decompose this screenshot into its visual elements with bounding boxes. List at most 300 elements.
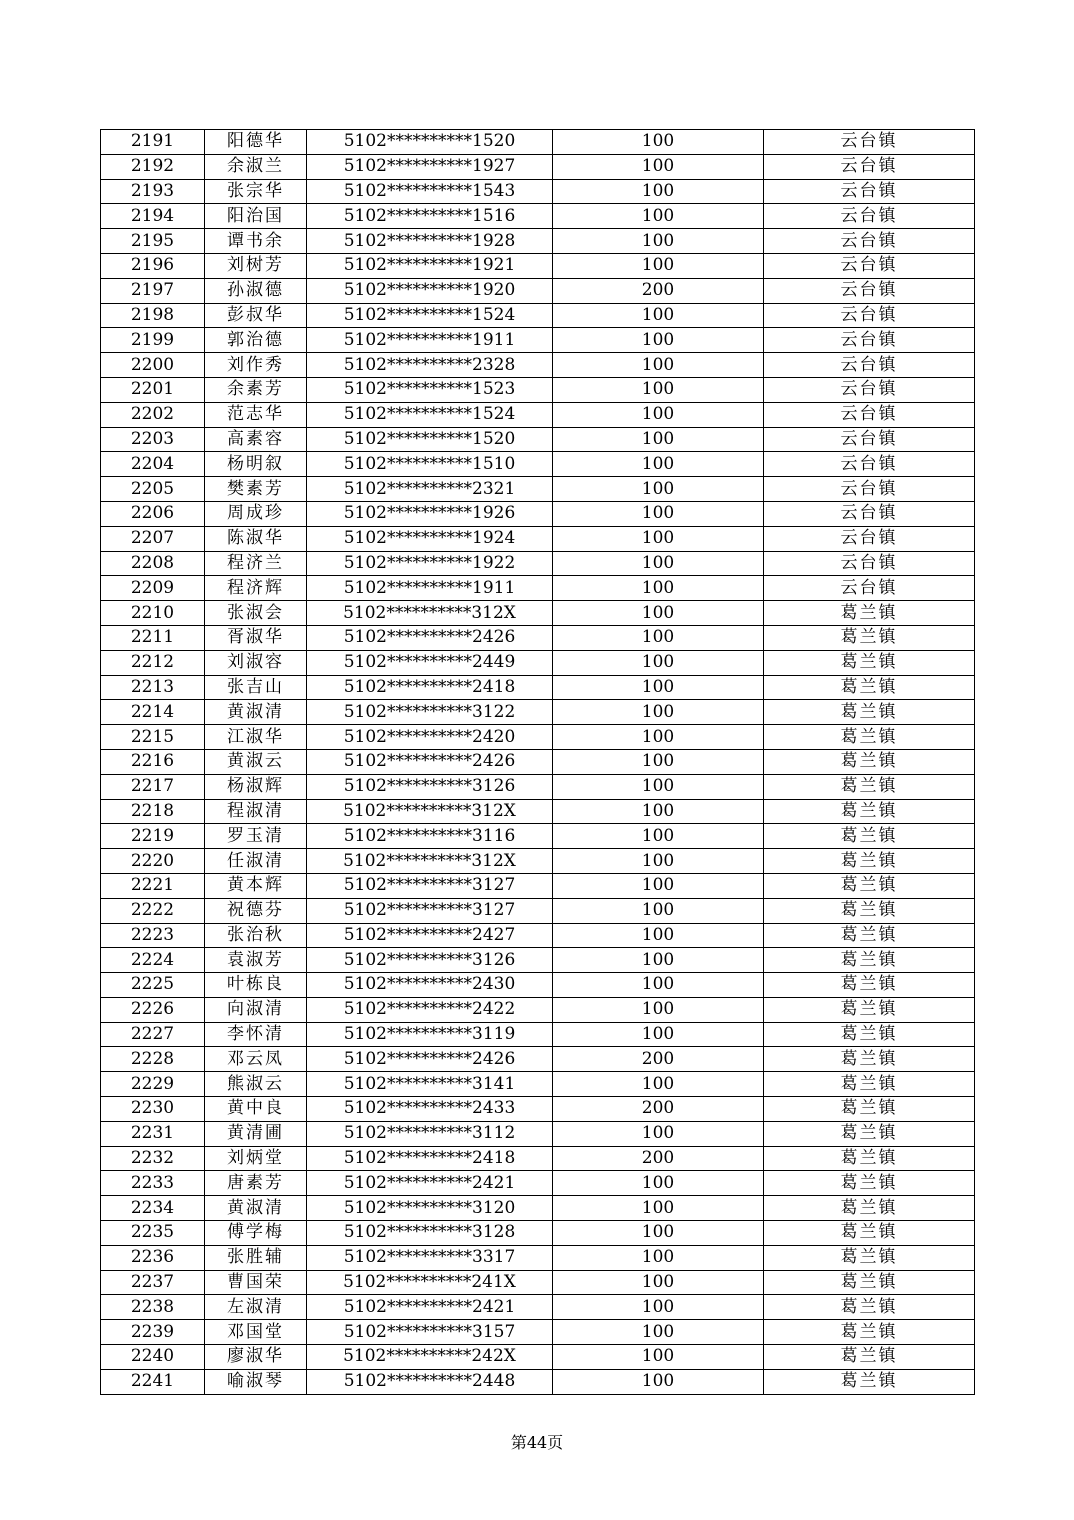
table-row [101,402,975,427]
name-cell: 余素芳 [205,377,307,402]
seq-cell: 2193 [101,179,205,204]
amount-cell: 100 [553,948,764,973]
town-cell: 葛兰镇 [764,1221,975,1246]
id-number-cell: 5102**********3116 [307,824,553,849]
seq-cell: 2215 [101,725,205,750]
seq-cell: 2209 [101,576,205,601]
id-number-cell: 5102**********1922 [307,551,553,576]
seq-cell: 2232 [101,1146,205,1171]
amount-cell: 100 [553,303,764,328]
town-cell: 葛兰镇 [764,1369,975,1394]
seq-cell: 2212 [101,650,205,675]
id-number-cell: 5102**********1924 [307,526,553,551]
name-cell: 胥淑华 [205,625,307,650]
seq-cell: 2196 [101,253,205,278]
name-cell: 孙淑德 [205,278,307,303]
seq-cell: 2217 [101,774,205,799]
name-cell: 阳德华 [205,130,307,155]
seq-cell: 2220 [101,849,205,874]
town-cell: 葛兰镇 [764,625,975,650]
id-number-cell: 5102**********2418 [307,1146,553,1171]
id-number-cell: 5102**********3112 [307,1121,553,1146]
name-cell: 向淑清 [205,997,307,1022]
table-row [101,551,975,576]
town-cell: 葛兰镇 [764,948,975,973]
id-number-cell: 5102**********2321 [307,477,553,502]
table-row [101,973,975,998]
seq-cell: 2240 [101,1345,205,1370]
name-cell: 周成珍 [205,501,307,526]
seq-cell: 2241 [101,1369,205,1394]
seq-cell: 2208 [101,551,205,576]
id-number-cell: 5102**********2448 [307,1369,553,1394]
town-cell: 葛兰镇 [764,1196,975,1221]
amount-cell: 100 [553,923,764,948]
table-row [101,625,975,650]
seq-cell: 2202 [101,402,205,427]
seq-cell: 2213 [101,675,205,700]
name-cell: 张吉山 [205,675,307,700]
seq-cell: 2216 [101,749,205,774]
name-cell: 刘作秀 [205,353,307,378]
amount-cell: 100 [553,799,764,824]
table-row [101,898,975,923]
table-row [101,1022,975,1047]
id-number-cell: 5102**********1927 [307,154,553,179]
table-row [101,824,975,849]
table-row [101,774,975,799]
seq-cell: 2221 [101,873,205,898]
seq-cell: 2222 [101,898,205,923]
id-number-cell: 5102**********3157 [307,1320,553,1345]
name-cell: 刘淑容 [205,650,307,675]
name-cell: 左淑清 [205,1295,307,1320]
table-row [101,1097,975,1122]
table-row [101,1121,975,1146]
amount-cell: 100 [553,873,764,898]
amount-cell: 100 [553,1345,764,1370]
amount-cell: 100 [553,1072,764,1097]
table-row [101,1345,975,1370]
id-number-cell: 5102**********2433 [307,1097,553,1122]
town-cell: 葛兰镇 [764,1171,975,1196]
town-cell: 云台镇 [764,179,975,204]
id-number-cell: 5102**********3317 [307,1245,553,1270]
town-cell: 葛兰镇 [764,1245,975,1270]
town-cell: 葛兰镇 [764,997,975,1022]
id-number-cell: 5102**********2421 [307,1295,553,1320]
id-number-cell: 5102**********312X [307,799,553,824]
table-row [101,849,975,874]
town-cell: 云台镇 [764,154,975,179]
town-cell: 云台镇 [764,452,975,477]
name-cell: 樊素芳 [205,477,307,502]
table-row [101,725,975,750]
table-row [101,601,975,626]
id-number-cell: 5102**********2420 [307,725,553,750]
seq-cell: 2210 [101,601,205,626]
table-row [101,948,975,973]
seq-cell: 2233 [101,1171,205,1196]
amount-cell: 100 [553,526,764,551]
town-cell: 葛兰镇 [764,1047,975,1072]
amount-cell: 100 [553,377,764,402]
seq-cell: 2219 [101,824,205,849]
name-cell: 廖淑华 [205,1345,307,1370]
town-cell: 葛兰镇 [764,1270,975,1295]
seq-cell: 2234 [101,1196,205,1221]
name-cell: 黄淑云 [205,749,307,774]
id-number-cell: 5102**********3128 [307,1221,553,1246]
amount-cell: 100 [553,477,764,502]
name-cell: 喻淑琴 [205,1369,307,1394]
name-cell: 邓国堂 [205,1320,307,1345]
name-cell: 黄淑清 [205,700,307,725]
seq-cell: 2207 [101,526,205,551]
town-cell: 云台镇 [764,551,975,576]
id-number-cell: 5102**********2427 [307,923,553,948]
name-cell: 黄淑清 [205,1196,307,1221]
table-row [101,1245,975,1270]
id-number-cell: 5102**********3122 [307,700,553,725]
name-cell: 李怀清 [205,1022,307,1047]
town-cell: 葛兰镇 [764,849,975,874]
seq-cell: 2236 [101,1245,205,1270]
town-cell: 葛兰镇 [764,824,975,849]
town-cell: 葛兰镇 [764,1345,975,1370]
id-number-cell: 5102**********1911 [307,328,553,353]
town-cell: 葛兰镇 [764,1022,975,1047]
name-cell: 杨明叙 [205,452,307,477]
amount-cell: 100 [553,625,764,650]
town-cell: 葛兰镇 [764,700,975,725]
name-cell: 傅学梅 [205,1221,307,1246]
amount-cell: 100 [553,551,764,576]
name-cell: 张淑会 [205,601,307,626]
id-number-cell: 5102**********3127 [307,898,553,923]
name-cell: 刘炳堂 [205,1146,307,1171]
table-row [101,675,975,700]
amount-cell: 100 [553,154,764,179]
id-number-cell: 5102**********1928 [307,229,553,254]
table-row [101,1295,975,1320]
name-cell: 张治秋 [205,923,307,948]
seq-cell: 2237 [101,1270,205,1295]
amount-cell: 100 [553,650,764,675]
name-cell: 高素容 [205,427,307,452]
name-cell: 熊淑云 [205,1072,307,1097]
amount-cell: 100 [553,849,764,874]
name-cell: 刘树芳 [205,253,307,278]
town-cell: 云台镇 [764,303,975,328]
seq-cell: 2225 [101,973,205,998]
name-cell: 张胜辅 [205,1245,307,1270]
seq-cell: 2203 [101,427,205,452]
town-cell: 云台镇 [764,526,975,551]
table-row [101,427,975,452]
name-cell: 张宗华 [205,179,307,204]
amount-cell: 200 [553,278,764,303]
id-number-cell: 5102**********2422 [307,997,553,1022]
town-cell: 云台镇 [764,402,975,427]
name-cell: 任淑清 [205,849,307,874]
amount-cell: 100 [553,824,764,849]
amount-cell: 100 [553,427,764,452]
table-row [101,253,975,278]
id-number-cell: 5102**********2449 [307,650,553,675]
id-number-cell: 5102**********1520 [307,130,553,155]
amount-cell: 100 [553,997,764,1022]
town-cell: 云台镇 [764,130,975,155]
table-row [101,873,975,898]
table-row [101,650,975,675]
town-cell: 云台镇 [764,204,975,229]
table-row [101,204,975,229]
id-number-cell: 5102**********1510 [307,452,553,477]
town-cell: 葛兰镇 [764,799,975,824]
seq-cell: 2191 [101,130,205,155]
table-row [101,328,975,353]
town-cell: 葛兰镇 [764,873,975,898]
name-cell: 彭叔华 [205,303,307,328]
town-cell: 云台镇 [764,353,975,378]
seq-cell: 2235 [101,1221,205,1246]
amount-cell: 100 [553,253,764,278]
id-number-cell: 5102**********2426 [307,749,553,774]
name-cell: 叶栋良 [205,973,307,998]
id-number-cell: 5102**********2426 [307,625,553,650]
seq-cell: 2239 [101,1320,205,1345]
town-cell: 葛兰镇 [764,1121,975,1146]
amount-cell: 100 [553,1022,764,1047]
amount-cell: 100 [553,501,764,526]
name-cell: 程济兰 [205,551,307,576]
seq-cell: 2227 [101,1022,205,1047]
amount-cell: 100 [553,353,764,378]
table-row [101,576,975,601]
roster-table-body [101,130,975,1395]
table-row [101,154,975,179]
id-number-cell: 5102**********1920 [307,278,553,303]
town-cell: 葛兰镇 [764,898,975,923]
name-cell: 阳治国 [205,204,307,229]
amount-cell: 200 [553,1097,764,1122]
amount-cell: 100 [553,1270,764,1295]
town-cell: 葛兰镇 [764,1072,975,1097]
table-row [101,526,975,551]
table-row [101,130,975,155]
id-number-cell: 5102**********1543 [307,179,553,204]
table-row [101,1270,975,1295]
name-cell: 邓云凤 [205,1047,307,1072]
table-row [101,303,975,328]
town-cell: 云台镇 [764,377,975,402]
amount-cell: 100 [553,328,764,353]
seq-cell: 2204 [101,452,205,477]
seq-cell: 2214 [101,700,205,725]
name-cell: 范志华 [205,402,307,427]
amount-cell: 100 [553,700,764,725]
amount-cell: 100 [553,576,764,601]
amount-cell: 200 [553,1146,764,1171]
id-number-cell: 5102**********3141 [307,1072,553,1097]
town-cell: 云台镇 [764,501,975,526]
name-cell: 江淑华 [205,725,307,750]
table-row [101,501,975,526]
town-cell: 葛兰镇 [764,675,975,700]
id-number-cell: 5102**********1523 [307,377,553,402]
id-number-cell: 5102**********1524 [307,303,553,328]
id-number-cell: 5102**********1921 [307,253,553,278]
amount-cell: 100 [553,179,764,204]
table-row [101,477,975,502]
id-number-cell: 5102**********2418 [307,675,553,700]
name-cell: 袁淑芳 [205,948,307,973]
seq-cell: 2206 [101,501,205,526]
amount-cell: 100 [553,675,764,700]
amount-cell: 100 [553,1196,764,1221]
seq-cell: 2199 [101,328,205,353]
town-cell: 葛兰镇 [764,725,975,750]
seq-cell: 2194 [101,204,205,229]
seq-cell: 2195 [101,229,205,254]
amount-cell: 100 [553,1221,764,1246]
seq-cell: 2211 [101,625,205,650]
name-cell: 陈淑华 [205,526,307,551]
id-number-cell: 5102**********1516 [307,204,553,229]
table-row [101,377,975,402]
id-number-cell: 5102**********241X [307,1270,553,1295]
seq-cell: 2201 [101,377,205,402]
id-number-cell: 5102**********2430 [307,973,553,998]
name-cell: 郭治德 [205,328,307,353]
town-cell: 云台镇 [764,427,975,452]
amount-cell: 100 [553,725,764,750]
table-row [101,923,975,948]
table-row [101,799,975,824]
seq-cell: 2205 [101,477,205,502]
name-cell: 程淑清 [205,799,307,824]
table-row [101,1320,975,1345]
id-number-cell: 5102**********242X [307,1345,553,1370]
town-cell: 云台镇 [764,229,975,254]
town-cell: 云台镇 [764,328,975,353]
town-cell: 葛兰镇 [764,1097,975,1122]
town-cell: 云台镇 [764,576,975,601]
amount-cell: 100 [553,973,764,998]
id-number-cell: 5102**********3126 [307,948,553,973]
amount-cell: 100 [553,898,764,923]
town-cell: 云台镇 [764,477,975,502]
table-row [101,1047,975,1072]
id-number-cell: 5102**********3120 [307,1196,553,1221]
table-row [101,749,975,774]
seq-cell: 2231 [101,1121,205,1146]
seq-cell: 2230 [101,1097,205,1122]
town-cell: 云台镇 [764,278,975,303]
amount-cell: 100 [553,204,764,229]
town-cell: 葛兰镇 [764,1295,975,1320]
amount-cell: 100 [553,1295,764,1320]
id-number-cell: 5102**********2421 [307,1171,553,1196]
table-row [101,452,975,477]
amount-cell: 100 [553,452,764,477]
table-row [101,179,975,204]
amount-cell: 100 [553,1121,764,1146]
town-cell: 葛兰镇 [764,749,975,774]
table-row [101,1221,975,1246]
name-cell: 杨淑辉 [205,774,307,799]
amount-cell: 200 [553,1047,764,1072]
name-cell: 唐素芳 [205,1171,307,1196]
id-number-cell: 5102**********312X [307,601,553,626]
amount-cell: 100 [553,402,764,427]
table-row [101,1146,975,1171]
name-cell: 祝德芬 [205,898,307,923]
seq-cell: 2226 [101,997,205,1022]
id-number-cell: 5102**********1911 [307,576,553,601]
town-cell: 葛兰镇 [764,774,975,799]
name-cell: 黄清圃 [205,1121,307,1146]
page-number: 第44页 [510,1433,564,1452]
id-number-cell: 5102**********3119 [307,1022,553,1047]
seq-cell: 2223 [101,923,205,948]
seq-cell: 2224 [101,948,205,973]
name-cell: 程济辉 [205,576,307,601]
seq-cell: 2229 [101,1072,205,1097]
table-row [101,1072,975,1097]
table-row [101,353,975,378]
seq-cell: 2238 [101,1295,205,1320]
amount-cell: 100 [553,601,764,626]
amount-cell: 100 [553,1171,764,1196]
table-row [101,1171,975,1196]
id-number-cell: 5102**********2328 [307,353,553,378]
id-number-cell: 5102**********3127 [307,873,553,898]
id-number-cell: 5102**********3126 [307,774,553,799]
town-cell: 葛兰镇 [764,923,975,948]
id-number-cell: 5102**********1524 [307,402,553,427]
town-cell: 葛兰镇 [764,1320,975,1345]
table-row [101,997,975,1022]
amount-cell: 100 [553,1245,764,1270]
town-cell: 葛兰镇 [764,1146,975,1171]
amount-cell: 100 [553,1369,764,1394]
table-row [101,229,975,254]
id-number-cell: 5102**********1520 [307,427,553,452]
town-cell: 葛兰镇 [764,650,975,675]
seq-cell: 2200 [101,353,205,378]
id-number-cell: 5102**********2426 [307,1047,553,1072]
table-row [101,1196,975,1221]
town-cell: 葛兰镇 [764,973,975,998]
amount-cell: 100 [553,1320,764,1345]
seq-cell: 2228 [101,1047,205,1072]
town-cell: 葛兰镇 [764,601,975,626]
id-number-cell: 5102**********312X [307,849,553,874]
amount-cell: 100 [553,229,764,254]
town-cell: 云台镇 [764,253,975,278]
seq-cell: 2198 [101,303,205,328]
amount-cell: 100 [553,749,764,774]
table-row [101,1369,975,1394]
name-cell: 曹国荣 [205,1270,307,1295]
name-cell: 谭书余 [205,229,307,254]
table-row [101,278,975,303]
seq-cell: 2192 [101,154,205,179]
name-cell: 黄中良 [205,1097,307,1122]
seq-cell: 2197 [101,278,205,303]
